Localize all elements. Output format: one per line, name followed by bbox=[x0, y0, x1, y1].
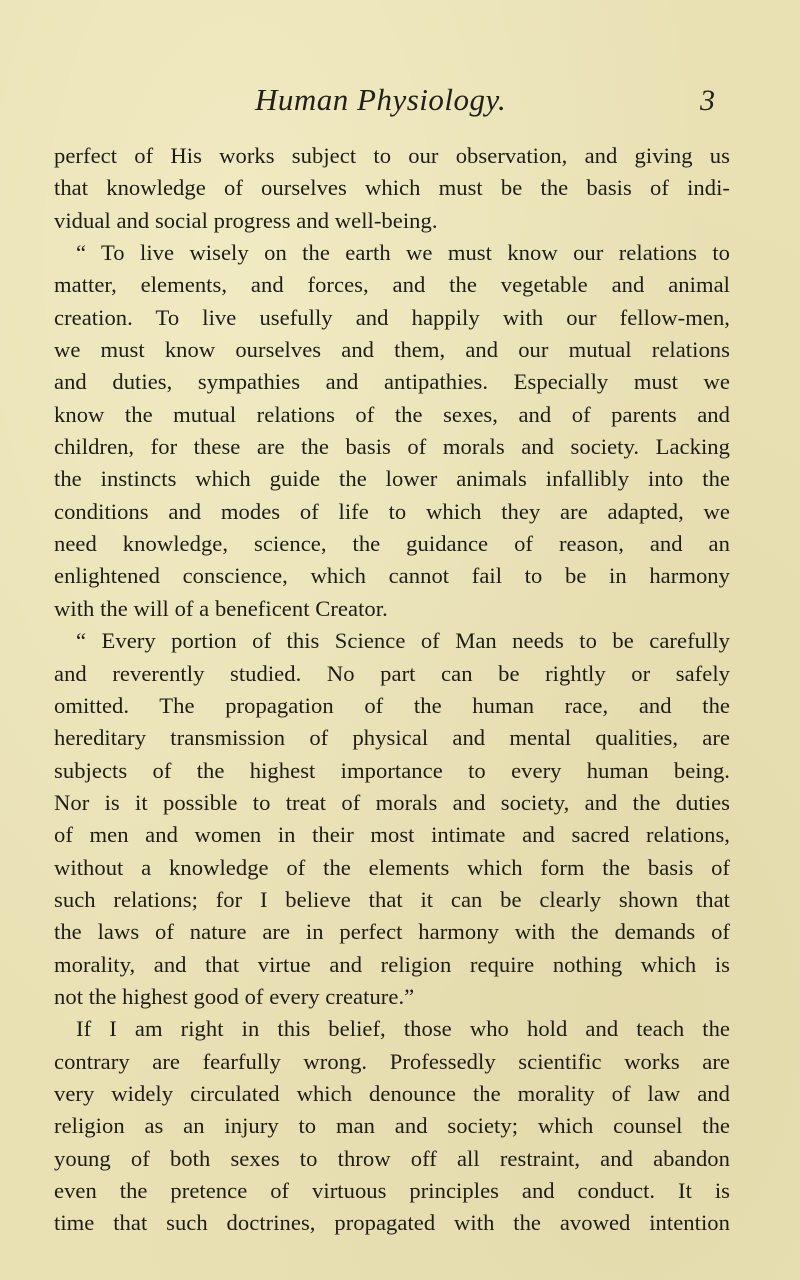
text-line: without a knowledge of the elements which form the basis of bbox=[54, 854, 730, 880]
body-text bbox=[54, 140, 730, 1240]
text-line: the laws of nature are in perfect harmony with the demands of bbox=[54, 919, 730, 945]
text-line: we must know ourselves and them, and our mutual relations bbox=[54, 337, 730, 363]
text-line: If I am right in this belief, those who hold and teach the bbox=[76, 1016, 730, 1042]
text-line: creation. To live usefully and happily with our fellow-men, bbox=[54, 304, 730, 330]
text-line: subjects of the highest importance to every human being. bbox=[54, 757, 730, 783]
text-line: vidual and social progress and well-being. bbox=[54, 207, 438, 233]
text-line: perfect of His works subject to our observation, and giving us bbox=[54, 143, 730, 168]
text-line: time that such doctrines, propagated with the avowed intention bbox=[54, 1210, 730, 1236]
text-line: of men and women in their most intimate and sacred relations, bbox=[54, 822, 730, 848]
text-line: even the pretence of virtuous principles and conduct. It is bbox=[54, 1178, 730, 1203]
text-line: young of both sexes to throw off all restraint, and abandon bbox=[54, 1145, 730, 1171]
text-line: “ To live wisely on the earth we must know our relations to bbox=[76, 240, 730, 266]
text-line: enlightened conscience, which cannot fail to be in harmony bbox=[54, 563, 730, 589]
text-line: know the mutual relations of the sexes, and of parents and bbox=[54, 401, 730, 427]
text-line: not the highest good of every creature.” bbox=[54, 983, 415, 1009]
text-line: and duties, sympathies and antipathies. Especially must we bbox=[54, 369, 730, 395]
text-line: such relations; for I believe that it can be clearly shown that bbox=[54, 886, 730, 912]
running-head bbox=[0, 82, 800, 122]
running-title: Human Physiology. bbox=[255, 82, 507, 117]
text-line: very widely circulated which denounce the morality of law and bbox=[54, 1080, 730, 1106]
text-line: with the will of a beneficent Creator. bbox=[54, 595, 388, 621]
text-line: contrary are fearfully wrong. Professedly scientific works are bbox=[54, 1048, 730, 1074]
text-line: and reverently studied. No part can be rightly or safely bbox=[54, 660, 730, 686]
text-line: need knowledge, science, the guidance of reason, and an bbox=[54, 531, 730, 557]
page-number: 3 bbox=[700, 84, 715, 117]
text-line: the instincts which guide the lower animals infallibly into the bbox=[54, 466, 730, 492]
text-line: children, for these are the basis of morals and society. Lacking bbox=[54, 434, 730, 460]
text-line: “ Every portion of this Science of Man needs to be carefully bbox=[76, 628, 730, 654]
text-line: that knowledge of ourselves which must be the basis of indi- bbox=[54, 175, 730, 201]
text-line: morality, and that virtue and religion require nothing which is bbox=[54, 951, 730, 977]
text-line: religion as an injury to man and society; which counsel the bbox=[54, 1113, 730, 1139]
text-line: conditions and modes of life to which they are adapted, we bbox=[54, 498, 730, 524]
text-line: hereditary transmission of physical and mental qualities, are bbox=[54, 725, 730, 751]
text-line: Nor is it possible to treat of morals and society, and the duties bbox=[54, 789, 730, 815]
text-line: matter, elements, and forces, and the vegetable and animal bbox=[54, 272, 730, 298]
text-line: omitted. The propagation of the human race, and the bbox=[54, 692, 730, 718]
